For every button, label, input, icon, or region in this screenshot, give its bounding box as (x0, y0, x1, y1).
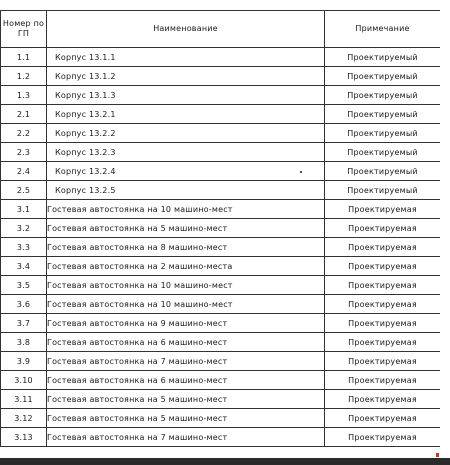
table-row (1, 86, 441, 105)
row-number-cell: 3.3 (1, 238, 47, 257)
row-name-cell: Гостевая автостоянка на 8 машино-мест (47, 238, 325, 257)
row-note-cell: Проектируемый (325, 105, 441, 124)
row-note-cell: Проектируемая (325, 257, 441, 276)
row-number-cell: 3.2 (1, 219, 47, 238)
row-number-cell: 2.1 (1, 105, 47, 124)
row-note-cell: Проектируемая (325, 314, 441, 333)
table-row (1, 352, 441, 371)
row-number-cell: 3.8 (1, 333, 47, 352)
row-number-cell: 3.1 (1, 200, 47, 219)
row-name-cell: Гостевая автостоянка на 9 машино-мест (47, 314, 325, 333)
row-name-cell: Корпус 13.2.3 (47, 143, 325, 162)
row-number-cell: 1.3 (1, 86, 47, 105)
table-row (1, 390, 441, 409)
row-name-cell: Гостевая автостоянка на 5 машино-мест (47, 219, 325, 238)
table-row (1, 162, 441, 181)
red-mark (436, 453, 439, 457)
table-row (1, 48, 441, 67)
row-number-cell: 3.12 (1, 409, 47, 428)
row-name-cell: Корпус 13.1.1 (47, 48, 325, 67)
row-note-cell: Проектируемый (325, 181, 441, 200)
table-row (1, 143, 441, 162)
table-row (1, 409, 441, 428)
row-note-cell: Проектируемая (325, 295, 441, 314)
row-number-cell: 3.6 (1, 295, 47, 314)
table-row (1, 238, 441, 257)
row-number-cell: 3.4 (1, 257, 47, 276)
row-name-cell: Гостевая автостоянка на 6 машино-мест (47, 333, 325, 352)
table-row (1, 124, 441, 143)
row-number-cell: 3.13 (1, 428, 47, 447)
row-name-cell: Гостевая автостоянка на 10 машино-мест (47, 276, 325, 295)
table-row (1, 67, 441, 86)
row-note-cell: Проектируемая (325, 238, 441, 257)
row-note-cell: Проектируемый (325, 124, 441, 143)
row-number-cell: 3.5 (1, 276, 47, 295)
table-row (1, 200, 441, 219)
row-note-cell: Проектируемая (325, 333, 441, 352)
row-number-cell: 2.5 (1, 181, 47, 200)
table-header (1, 11, 441, 48)
row-note-cell: Проектируемая (325, 352, 441, 371)
row-note-cell: Проектируемая (325, 200, 441, 219)
row-name-cell: Корпус 13.2.2 (47, 124, 325, 143)
row-number-cell: 3.9 (1, 352, 47, 371)
bottom-toolbar-edge (0, 458, 450, 465)
buildings-table (0, 10, 441, 447)
row-note-cell: Проектируемый (325, 48, 441, 67)
row-name-cell: Гостевая автостоянка на 5 машино-мест (47, 409, 325, 428)
row-name-cell: Корпус 13.2.1 (47, 105, 325, 124)
row-note-cell: Проектируемая (325, 428, 441, 447)
row-note-cell: Проектируемая (325, 219, 441, 238)
row-note-cell: Проектируемая (325, 276, 441, 295)
row-note-cell: Проектируемый (325, 86, 441, 105)
row-note-cell: Проектируемая (325, 371, 441, 390)
table-row (1, 295, 441, 314)
row-name-cell: Гостевая автостоянка на 5 машино-мест (47, 390, 325, 409)
table-row (1, 181, 441, 200)
row-note-cell: Проектируемый (325, 143, 441, 162)
table-row (1, 257, 441, 276)
header-number: Номер по ГП (1, 11, 47, 48)
row-name-cell: Гостевая автостоянка на 10 машино-мест (47, 200, 325, 219)
stray-dot-mark (300, 171, 302, 173)
table-row (1, 105, 441, 124)
header-row (1, 11, 441, 48)
row-note-cell: Проектируемый (325, 67, 441, 86)
table-row (1, 219, 441, 238)
row-name-cell: Корпус 13.2.4 (47, 162, 325, 181)
row-number-cell: 3.10 (1, 371, 47, 390)
table-row (1, 428, 441, 447)
row-number-cell: 3.7 (1, 314, 47, 333)
table-body (1, 48, 441, 447)
table-row (1, 276, 441, 295)
row-name-cell: Корпус 13.1.2 (47, 67, 325, 86)
header-name: Наименование (47, 11, 325, 48)
table-row (1, 333, 441, 352)
row-note-cell: Проектируемая (325, 390, 441, 409)
row-number-cell: 3.11 (1, 390, 47, 409)
row-name-cell: Корпус 13.2.5 (47, 181, 325, 200)
row-number-cell: 2.4 (1, 162, 47, 181)
row-name-cell: Гостевая автостоянка на 7 машино-мест (47, 352, 325, 371)
row-number-cell: 1.1 (1, 48, 47, 67)
row-number-cell: 1.2 (1, 67, 47, 86)
right-margin (440, 0, 450, 465)
table-row (1, 314, 441, 333)
row-name-cell: Гостевая автостоянка на 6 машино-мест (47, 371, 325, 390)
row-name-cell: Гостевая автостоянка на 7 машино-мест (47, 428, 325, 447)
row-number-cell: 2.2 (1, 124, 47, 143)
header-note: Примечание (325, 11, 441, 48)
row-number-cell: 2.3 (1, 143, 47, 162)
row-note-cell: Проектируемый (325, 162, 441, 181)
row-name-cell: Гостевая автостоянка на 10 машино-мест (47, 295, 325, 314)
row-name-cell: Корпус 13.1.3 (47, 86, 325, 105)
row-note-cell: Проектируемая (325, 409, 441, 428)
table-row (1, 371, 441, 390)
row-name-cell: Гостевая автостоянка на 2 машино-места (47, 257, 325, 276)
